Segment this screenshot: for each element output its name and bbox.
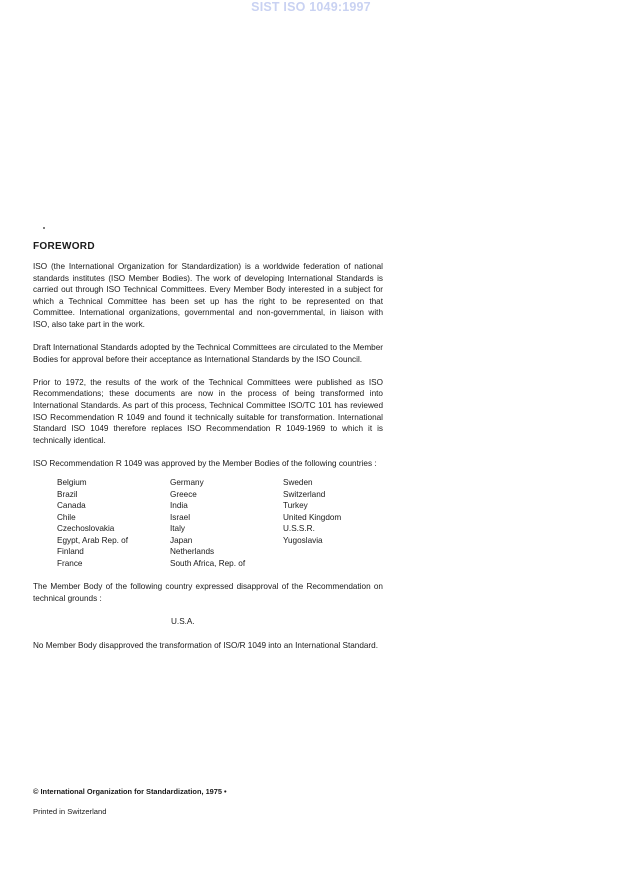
list-item: U.S.S.R.: [283, 524, 315, 534]
page-title: FOREWORD: [33, 241, 95, 252]
list-item: Israel: [170, 512, 191, 522]
list-item: Switzerland: [283, 489, 326, 499]
list-item: Sweden: [283, 478, 313, 488]
stray-dot: [43, 227, 45, 229]
copyright-notice: © International Organization for Standardization, 1975 •: [33, 787, 227, 796]
document-body: [33, 241, 383, 663]
list-item: Turkey: [283, 501, 308, 511]
list-item: Germany: [170, 478, 204, 488]
list-item: Finland: [57, 547, 84, 557]
paragraph-disapproval: The Member Body of the following country expressed disapproval of the Recommendation on technical grounds :: [33, 582, 383, 603]
list-item: Italy: [170, 524, 186, 534]
list-item: South Africa, Rep. of: [170, 558, 246, 568]
list-item: Czechoslovakia: [57, 524, 115, 534]
list-item: Belgium: [57, 478, 87, 488]
country-column-2: [170, 477, 283, 569]
country-column-1: [57, 477, 170, 569]
list-item: Chile: [57, 512, 76, 522]
paragraph-closing: No Member Body disapproved the transformation of ISO/R 1049 into an International Standard.: [33, 640, 378, 650]
disapproving-country: U.S.A.: [171, 617, 195, 627]
list-item: India: [170, 501, 188, 511]
list-item: Greece: [170, 489, 197, 499]
list-item: Yugoslavia: [283, 535, 323, 545]
paragraph-iso-intro: ISO (the International Organization for Standardization) is a worldwide federation of national standards institutes (ISO Member Bodies). The work of developing International Standards is carried out through ISO Technical Committees. Every Member Body interested in a subject for which a Technical Committee has been set up has the right to be represented on that Committee. International organizations, governmental and non-governmental, in liaison with ISO, also take part in the work.: [33, 262, 383, 329]
paragraph-draft-standards: Draft International Standards adopted by the Technical Committees are circulated to the Member Bodies for approval before their acceptance as International Standards by the ISO Council.: [33, 343, 383, 364]
list-item: United Kingdom: [283, 512, 342, 522]
paragraph-transformation: Prior to 1972, the results of the work of the Technical Committees were published as ISO Recommendations; these documents are now in the process of being transformed into International Standards. As part of this process, Technical Committee ISO/TC 101 has reviewed ISO Recommendation R 1049 and found it technically suitable for transformation. International Standard ISO 1049 therefore replaces ISO Recommendation R 1049-1969 to which it is technically identical.: [33, 377, 383, 445]
printed-notice: Printed in Switzerland: [33, 807, 107, 816]
paragraph-approval: ISO Recommendation R 1049 was approved by the Member Bodies of the following countries :: [33, 458, 377, 468]
list-item: Netherlands: [170, 547, 215, 557]
list-item: France: [57, 558, 83, 568]
list-item: Japan: [170, 535, 193, 545]
list-item: Egypt, Arab Rep. of: [57, 535, 129, 545]
country-column-3: [283, 477, 383, 569]
country-list: [57, 477, 383, 569]
list-item: Brazil: [57, 489, 78, 499]
list-item: Canada: [57, 501, 86, 511]
watermark: SIST ISO 1049:1997: [251, 0, 371, 14]
